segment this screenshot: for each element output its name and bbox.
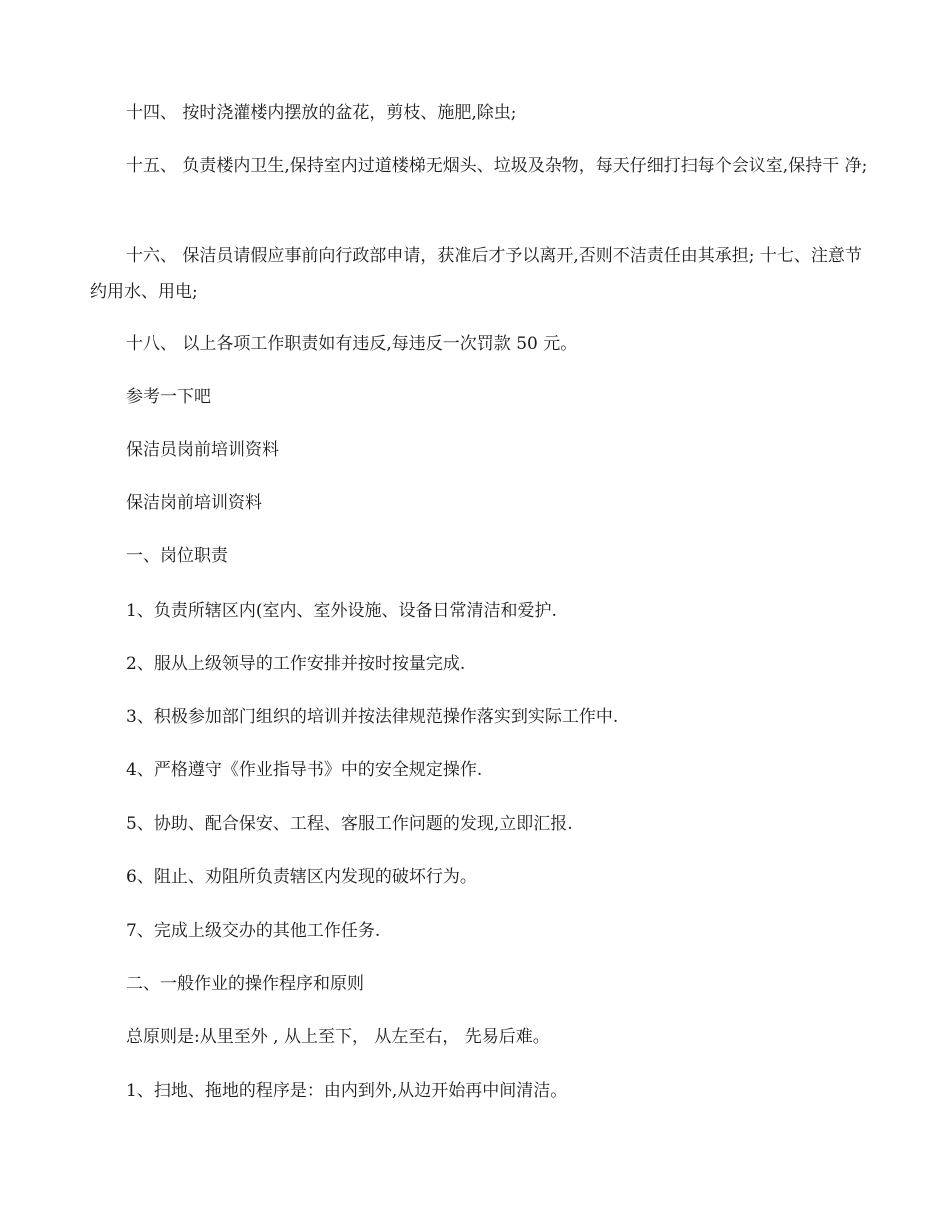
paragraph-item-15: 十五、 负责楼内卫生,保持室内过道楼梯无烟头、垃圾及杂物，每天仔细打扫每个会议室,保持干 净; [126, 156, 868, 176]
section-heading-duties: 一、岗位职责 [126, 546, 228, 566]
paragraph-item-16-17: 十六、 保洁员请假应事前向行政部申请，获准后才予以离开,否则不洁责任由其承担; 十七、注意节约用水、用电; [90, 246, 862, 302]
paragraph-item-18: 十八、 以上各项工作职责如有违反,每违反一次罚款 50 元。 [126, 334, 578, 354]
duty-item-3: 3、积极参加部门组织的培训并按法律规范操作落实到实际工作中. [126, 707, 619, 727]
duty-item-6: 6、阻止、劝阻所负责辖区内发现的破坏行为。 [126, 867, 477, 887]
duty-item-5: 5、协助、配合保安、工程、客服工作问题的发现,立即汇报. [126, 814, 573, 834]
duty-item-4: 4、严格遵守《作业指导书》中的安全规定操作. [126, 760, 483, 780]
duty-item-2: 2、服从上级领导的工作安排并按时按量完成. [126, 654, 466, 674]
paragraph-reference-note: 参考一下吧 [126, 387, 211, 407]
duty-item-7: 7、完成上级交办的其他工作任务. [126, 921, 381, 941]
paragraph-item-14: 十四、 按时浇灌楼内摆放的盆花，剪枝、施肥,除虫; [126, 103, 517, 123]
paragraph-title-1: 保洁员岗前培训资料 [126, 440, 279, 460]
paragraph-title-2: 保洁岗前培训资料 [126, 493, 262, 513]
procedure-item-1: 1、扫地、拖地的程序是：由内到外,从边开始再中间清洁。 [126, 1081, 568, 1101]
general-principle: 总原则是:从里至外 , 从上至下， 从左至右， 先易后难。 [126, 1027, 550, 1047]
section-heading-procedures: 二、一般作业的操作程序和原则 [126, 974, 364, 994]
duty-item-1: 1、负责所辖区内(室内、室外设施、设备日常清洁和爱护. [126, 601, 557, 621]
